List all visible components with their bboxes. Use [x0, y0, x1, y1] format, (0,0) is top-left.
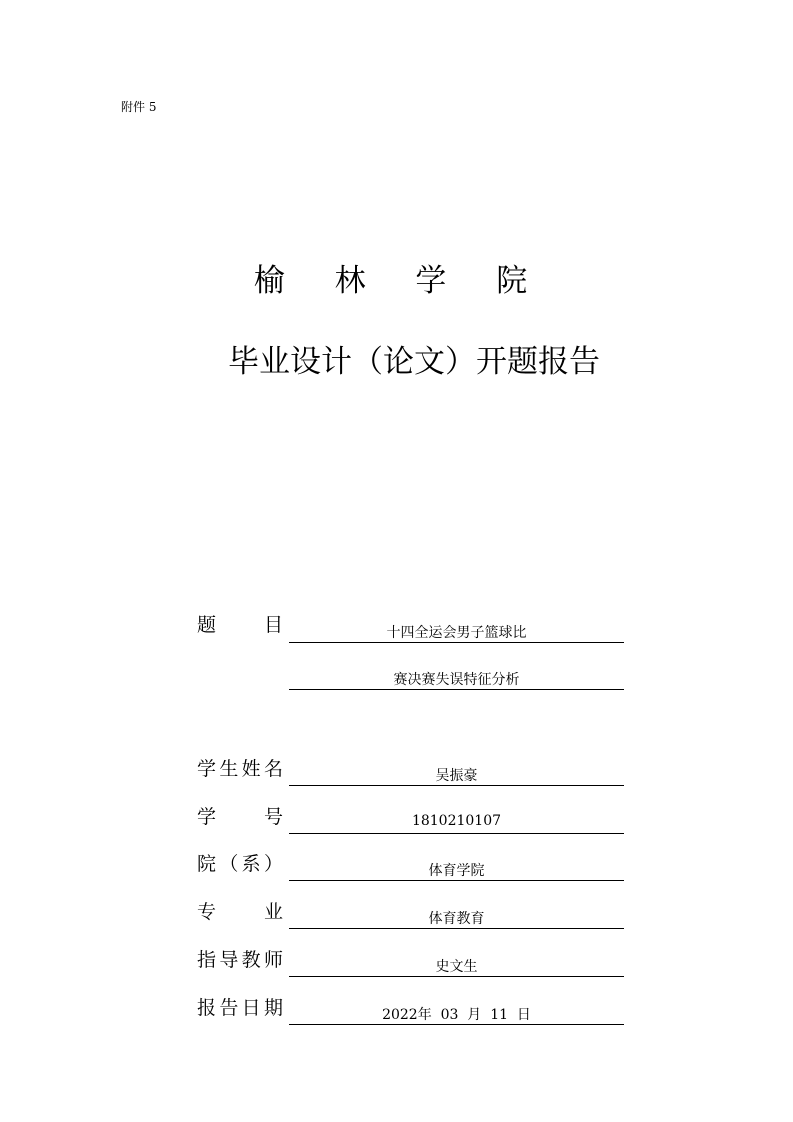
student-name-label: [197, 754, 283, 781]
attachment-label: 附件 5: [121, 100, 157, 114]
label-char: 系: [241, 853, 261, 875]
label-char: 名: [263, 758, 283, 780]
advisor-field[interactable]: 史文生: [289, 956, 624, 977]
advisor-label: [197, 945, 283, 972]
label-char: 告: [219, 997, 239, 1019]
label-char: 期: [263, 997, 283, 1019]
label-char: （: [219, 853, 239, 875]
department-label: [197, 849, 283, 876]
label-char: 导: [219, 949, 239, 971]
label-char: ）: [263, 853, 283, 875]
label-char: 生: [219, 758, 239, 780]
label-char: 报: [197, 997, 217, 1019]
report-date-field[interactable]: 2022年 03 月 11 日: [289, 1004, 624, 1025]
label-char: 指: [197, 949, 217, 971]
topic-line-2[interactable]: 赛决赛失误特征分析: [289, 669, 624, 690]
major-field[interactable]: 体育教育: [289, 908, 624, 929]
student-id-field[interactable]: 1810210107: [289, 813, 624, 834]
label-char: 专: [197, 901, 217, 923]
label-char: 教: [241, 949, 261, 971]
student-id-label: [197, 802, 283, 829]
label-char: 学: [197, 758, 217, 780]
document-title: 毕业设计（论文）开题报告: [228, 344, 600, 380]
topic-line-1[interactable]: 十四全运会男子篮球比: [289, 622, 624, 643]
topic-label: [197, 610, 283, 637]
label-char: 学: [197, 806, 217, 828]
report-date-label: [197, 993, 283, 1020]
label-char: 姓: [241, 758, 261, 780]
topic-label-char: 题: [197, 614, 217, 636]
department-field[interactable]: 体育学院: [289, 860, 624, 881]
label-char: 师: [263, 949, 283, 971]
label-char: 日: [241, 997, 261, 1019]
label-char: 院: [197, 853, 217, 875]
student-name-field[interactable]: 吴振豪: [289, 765, 624, 786]
major-label: [197, 897, 283, 924]
school-name: 榆 林 学 院: [253, 263, 548, 299]
topic-label-char: 目: [263, 614, 283, 636]
label-char: 号: [263, 806, 283, 828]
label-char: 业: [263, 901, 283, 923]
